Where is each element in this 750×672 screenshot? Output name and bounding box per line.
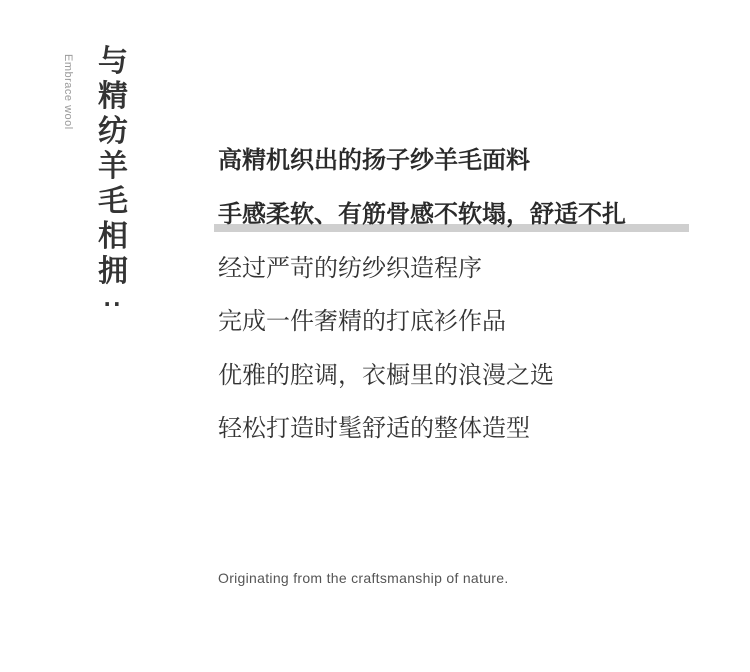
- description-line-6: 轻松打造时髦舒适的整体造型: [218, 414, 530, 442]
- title-colon-mark: ··: [103, 292, 123, 316]
- side-label-english: Embrace wool: [62, 54, 74, 130]
- tagline: Originating from the craftsmanship of nature.: [218, 570, 509, 586]
- description-line-2: 手感柔软、有筋骨感不软塌，舒适不扎: [218, 200, 626, 228]
- description-line-4: 完成一件奢精的打底衫作品: [218, 307, 506, 335]
- description-line-1: 高精机织出的扬子纱羊毛面料: [218, 146, 530, 174]
- description-line-5: 优雅的腔调，衣橱里的浪漫之选: [218, 361, 554, 389]
- vertical-title: 与精纺羊毛相拥: [98, 44, 128, 289]
- description-line-3: 经过严苛的纺纱织造程序: [218, 254, 482, 282]
